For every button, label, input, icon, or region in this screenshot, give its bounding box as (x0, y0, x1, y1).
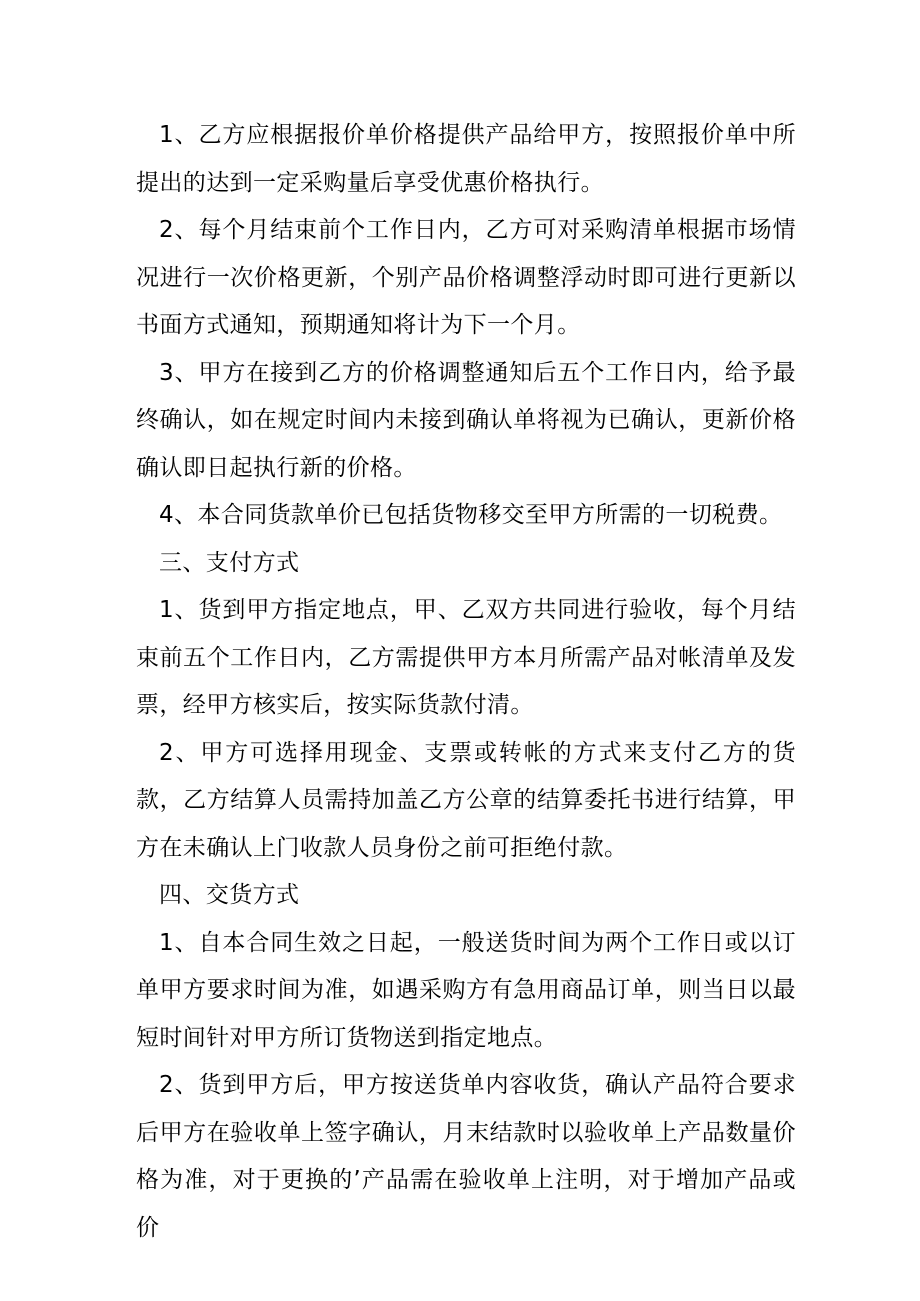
paragraph-payment-acceptance: 1、货到甲方指定地点，甲、乙双方共同进行验收，每个月结束前五个工作日内，乙方需提供甲方本月所需产品对帐清单及发票，经甲方核实后，按实际货款付清。 (136, 597, 796, 718)
paragraph-price-update: 2、每个月结束前个工作日内，乙方可对采购清单根据市场情况进行一次价格更新，个别产品价格调整浮动时即可进行更新以书面方式通知，预期通知将计为下一个月。 (136, 217, 796, 338)
paragraph-payment-method: 2、甲方可选择用现金、支票或转帐的方式来支付乙方的货款，乙方结算人员需持加盖乙方公章的结算委托书进行结算，甲方在未确认上门收款人员身份之前可拒绝付款。 (136, 739, 796, 861)
paragraph-price-basis: 1、乙方应根据报价单价格提供产品给甲方，按照报价单中所提出的达到一定采购量后享受优惠价格执行。 (136, 122, 796, 196)
section-heading-payment: 三、支付方式 (159, 549, 300, 576)
paragraph-delivery-receipt: 2、货到甲方后，甲方按送货单内容收货，确认产品符合要求后甲方在验收单上签字确认，月末结款时以验收单上产品数量价格为准，对于更换的’产品需在验收单上注明，对于增加产品或价 (136, 1072, 796, 1241)
paragraph-price-confirmation: 3、甲方在接到乙方的价格调整通知后五个工作日内，给予最终确认，如在规定时间内未接到确认单将视为已确认，更新价格确认即日起执行新的价格。 (136, 359, 796, 481)
paragraph-delivery-time: 1、自本合同生效之日起，一般送货时间为两个工作日或以订单甲方要求时间为准，如遇采购方有急用商品订单，则当日以最短时间针对甲方所订货物送到指定地点。 (136, 929, 796, 1051)
document-body (136, 112, 796, 1252)
paragraph-tax-inclusion: 4、本合同货款单价已包括货物移交至甲方所需的一切税费。 (159, 502, 783, 528)
section-heading-delivery: 四、交货方式 (159, 882, 300, 908)
